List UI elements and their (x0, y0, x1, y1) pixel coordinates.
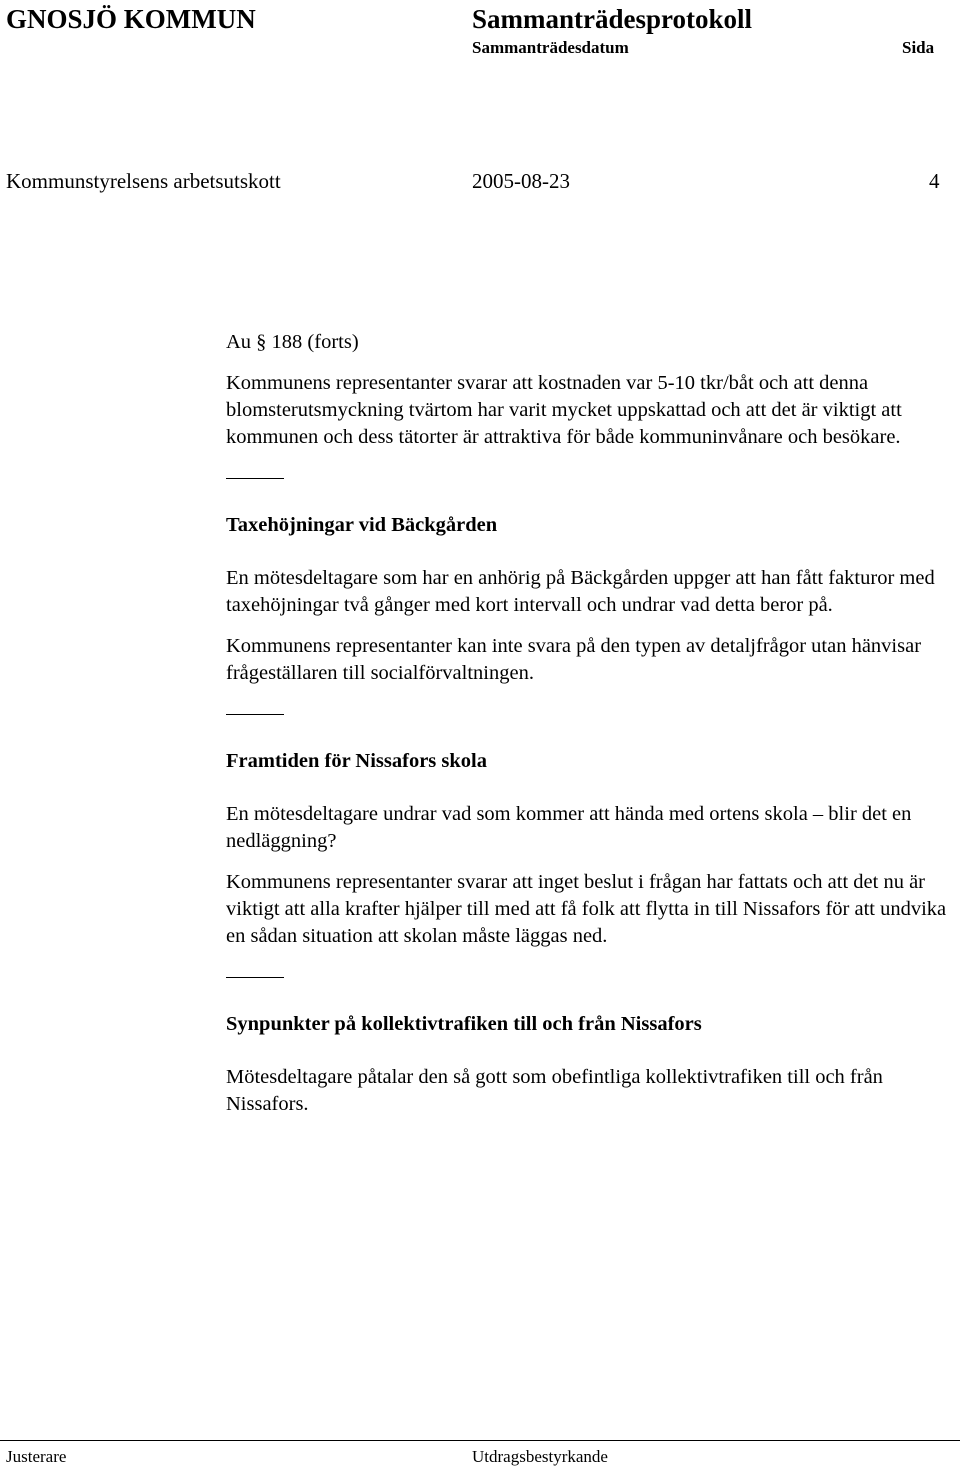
section-heading: Synpunkter på kollektivtrafiken till och från Nissafors (226, 1013, 702, 1035)
section-heading: Taxehöjningar vid Bäckgården (226, 514, 498, 536)
footer-divider (0, 1440, 960, 1441)
section-separator (226, 977, 284, 978)
intro-paragraph: Kommunens representanter svarar att kostnaden var 5-10 tkr/båt och att denna blomsterutsmyckning tvärtom har varit mycket uppskattad och att det är viktigt att kommunen och dess tätorter är attraktiva för både kommuninvånare och besökare. (226, 372, 902, 448)
paragraph-reference: Au § 188 (forts) (226, 331, 359, 353)
justerare-label: Justerare (6, 1447, 67, 1466)
section-paragraph: En mötesdeltagare undrar vad som kommer att hända med ortens skola – blir det en nedläggning? (226, 803, 912, 852)
section-separator (226, 478, 284, 479)
page-number: 4 (929, 169, 940, 193)
document-type: Sammanträdesprotokoll (472, 4, 753, 34)
organization-name: GNOSJÖ KOMMUN (6, 4, 256, 34)
section-paragraph: Kommunens representanter kan inte svara på den typen av detaljfrågor utan hänvisar frågeställaren till socialförvaltningen. (226, 635, 922, 684)
section-paragraph: Mötesdeltagare påtalar den så gott som obefintliga kollektivtrafiken till och från Nissafors. (226, 1066, 883, 1115)
meeting-date: 2005-08-23 (472, 169, 570, 193)
section-paragraph: Kommunens representanter svarar att inget beslut i frågan har fattats och att det nu är viktigt att alla krafter hjälper till med att få folk att flytta in till Nissafors för att undvika en sådan situation att skolan måste läggas ned. (226, 871, 947, 947)
section-paragraph: En mötesdeltagare som har en anhörig på Bäckgården uppger att han fått fakturor med taxehöjningar två gånger med kort intervall och undrar vad detta beror på. (226, 567, 935, 616)
date-label: Sammanträdesdatum (472, 38, 629, 57)
committee-name: Kommunstyrelsens arbetsutskott (6, 169, 281, 193)
utdragsbestyrkande-label: Utdragsbestyrkande (472, 1447, 608, 1466)
section-heading: Framtiden för Nissafors skola (226, 750, 487, 772)
protocol-body (226, 329, 956, 1145)
page-label: Sida (902, 38, 935, 57)
section-separator (226, 714, 284, 715)
